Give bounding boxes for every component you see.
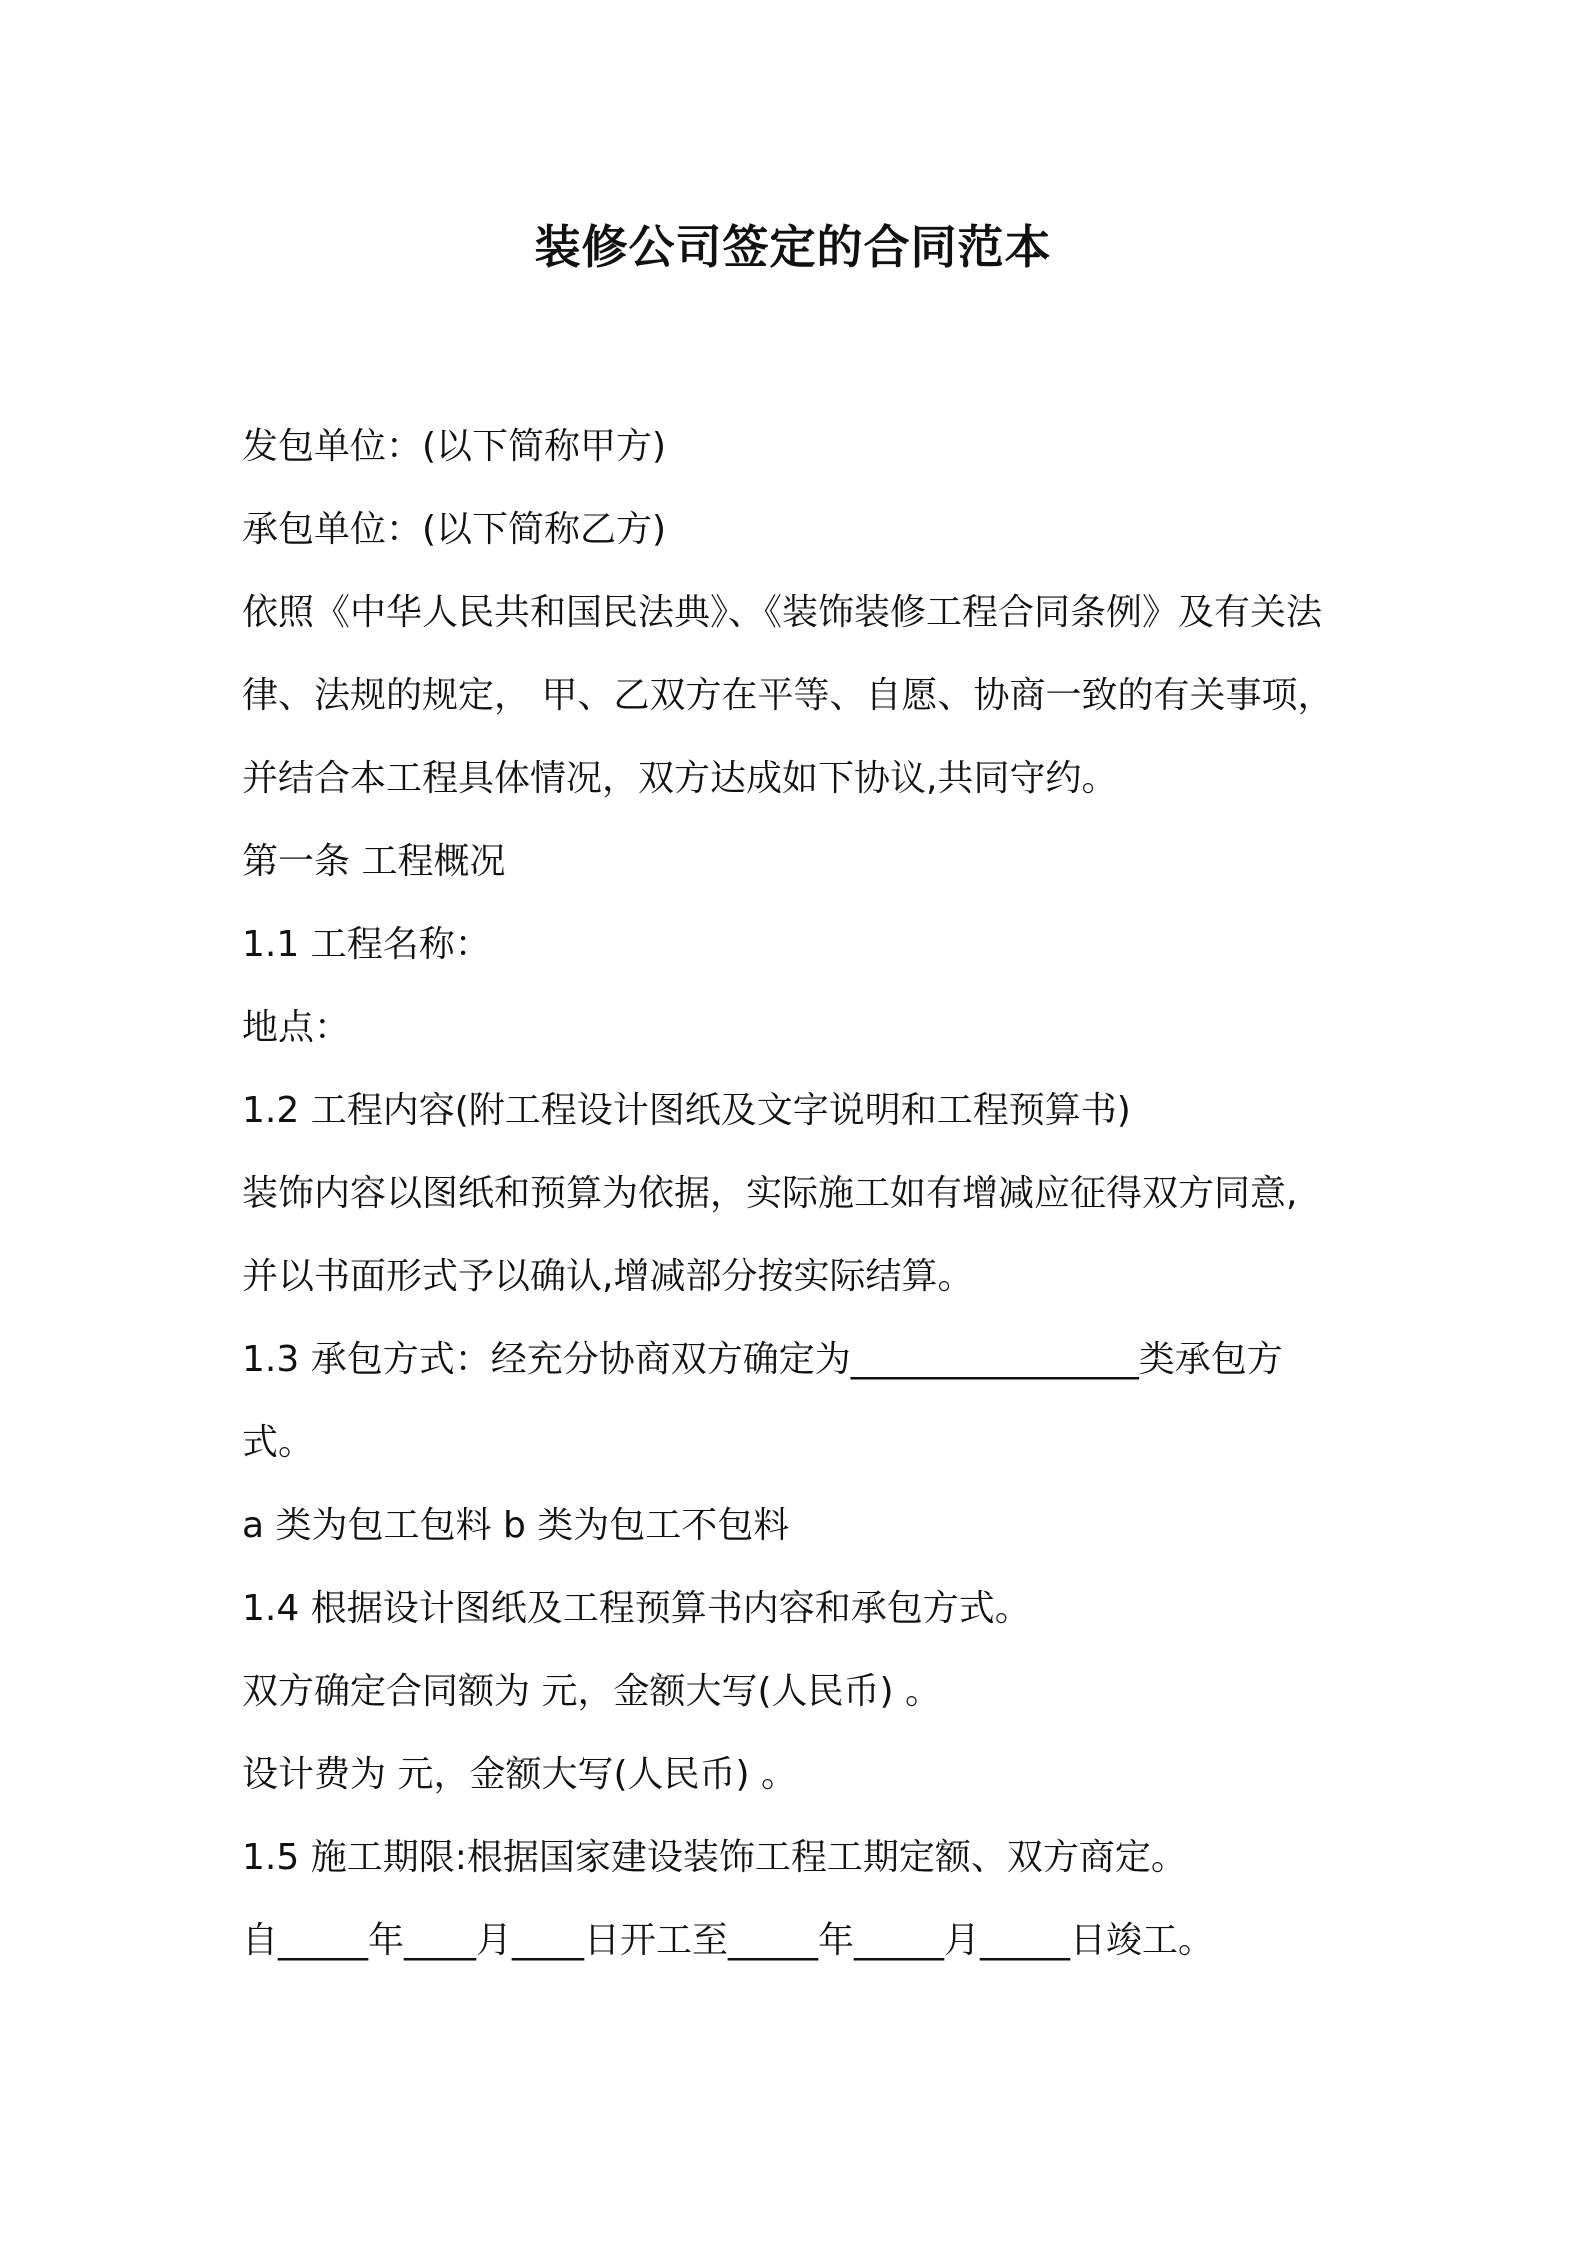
paragraph-line: 1.3 承包方式：经充分协商双方确定为________________类承包方 — [242, 1339, 1283, 1380]
paragraph-line: 承包单位：(以下简称乙方) — [242, 509, 667, 550]
paragraph-line: 地点： — [242, 1007, 351, 1048]
paragraph-line: 1.5 施工期限:根据国家建设装饰工程工期定额、双方商定。 — [242, 1837, 1187, 1878]
paragraph-line: 双方确定合同额为 元，金额大写(人民币) 。 — [242, 1671, 941, 1712]
paragraph-line: 自_____年____月____日开工至_____年_____月_____日竣工。 — [242, 1920, 1215, 1961]
paragraph-line: 装饰内容以图纸和预算为依据，实际施工如有增减应征得双方同意, — [242, 1173, 1298, 1214]
paragraph-line: 并结合本工程具体情况，双方达成如下协议,共同守约。 — [242, 758, 1118, 799]
paragraph-line: 1.4 根据设计图纸及工程预算书内容和承包方式。 — [242, 1588, 1031, 1629]
document-title: 装修公司签定的合同范本 — [534, 220, 1052, 274]
paragraph-line: 设计费为 元，金额大写(人民币) 。 — [242, 1754, 797, 1795]
paragraph-line: a 类为包工包料 b 类为包工不包料 — [242, 1505, 790, 1546]
section-heading: 第一条 工程概况 — [242, 841, 506, 882]
paragraph-line: 式。 — [242, 1422, 315, 1463]
paragraph-line: 1.1 工程名称： — [242, 924, 491, 965]
paragraph-line: 1.2 工程内容(附工程设计图纸及文字说明和工程预算书) — [242, 1090, 1131, 1131]
paragraph-line: 发包单位：(以下简称甲方) — [242, 426, 667, 467]
paragraph-line: 并以书面形式予以确认,增减部分按实际结算。 — [242, 1256, 974, 1297]
paragraph-line: 依照《中华人民共和国民法典》、《装饰装修工程合同条例》及有关法 — [242, 592, 1323, 633]
paragraph-line: 律、法规的规定， 甲、乙双方在平等、自愿、协商一致的有关事项， — [242, 675, 1334, 716]
document-body — [242, 405, 1372, 1982]
